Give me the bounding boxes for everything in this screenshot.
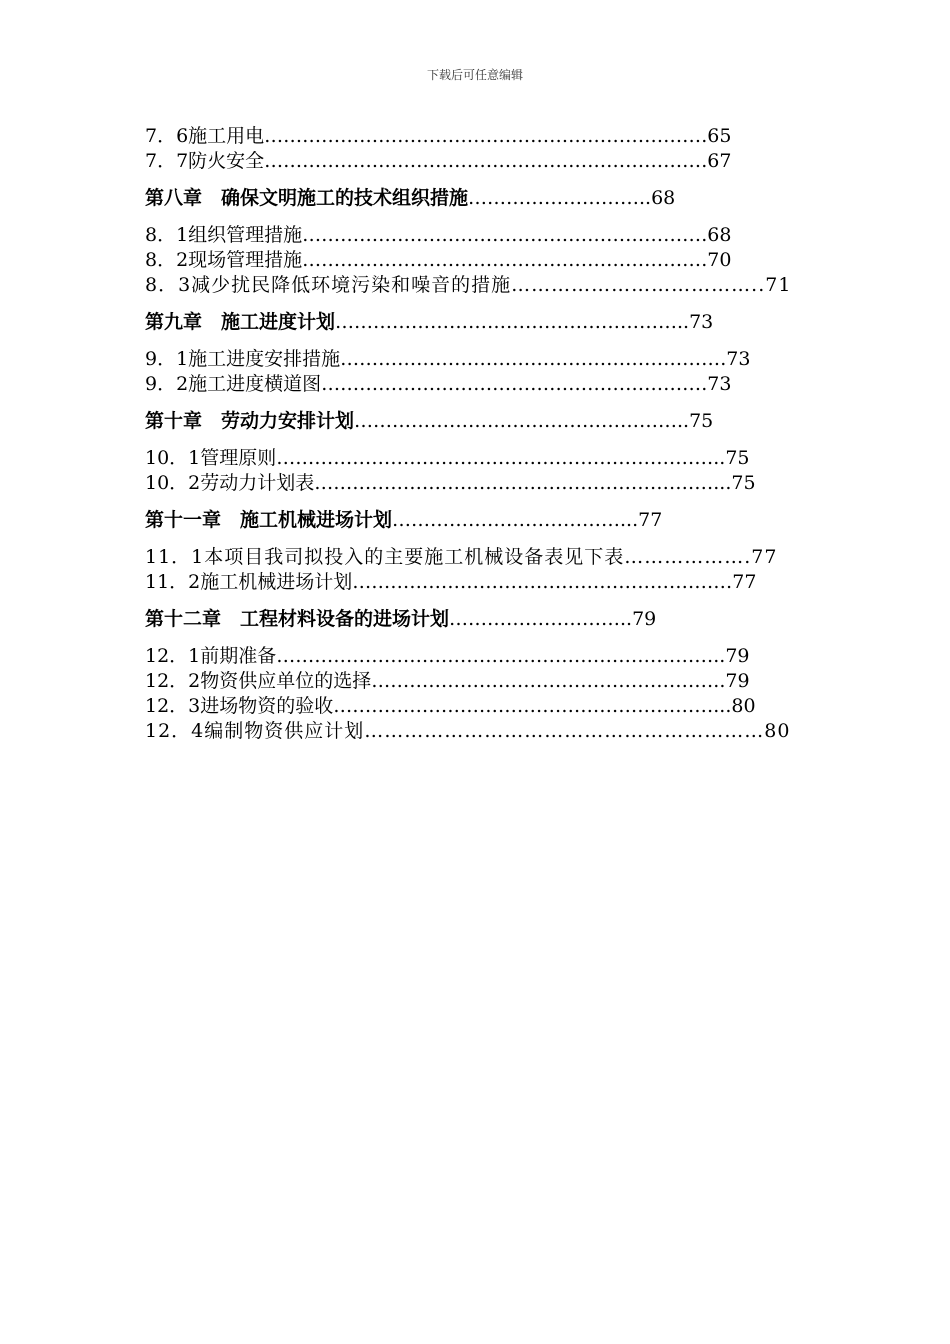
toc-page-number: ..75 [677,410,714,432]
toc-entry-title: 9．2施工进度横道图…………………………………………………… [145,373,702,395]
toc-page-number: ...80 [713,695,756,717]
toc-entry [145,248,805,273]
toc-entry [145,347,805,372]
toc-chapter-heading [145,409,805,434]
toc-page-number: .73 [701,373,732,395]
toc-entry-title: 12．3进场物资的验收…………………………………………………… [145,695,714,717]
toc-entry [145,124,805,149]
toc-entry-title: 10．2劳动力计划表……………………………………………………… [145,472,714,494]
toc-entry [145,446,805,471]
toc-leader-dots: ……………………………………………… [335,311,678,333]
toc-chapter-title: 第十一章 施工机械进场计划 [145,509,393,531]
toc-leader-dots: ……………………… [449,608,621,630]
toc-entry: 11．1本项目我司拟投入的主要施工机械设备表见下表……………….77 [145,546,778,568]
toc-entry-title: 7．7防火安全…………………………………………………………… [145,150,702,172]
toc-entry [145,644,805,669]
toc-page-number: ..79 [713,670,750,692]
toc-entry [145,570,805,595]
toc-leader-dots: ……………………… [468,187,640,209]
toc-entry-title: 9．1施工进度安排措施…………………………………………………… [145,348,721,370]
toc-page-number: ...75 [713,472,756,494]
toc-page-number: ..68 [639,187,676,209]
toc-page-number: .65 [701,125,732,147]
toc-chapter-title: 第九章 施工进度计划 [145,311,336,333]
toc-entry-title: 12．1前期准备…………………………………………………………… [145,645,714,667]
toc-entry [145,149,805,174]
toc-chapter-heading [145,310,805,335]
toc-entry-title: 11．2施工机械进场计划…………………………………………………… [145,571,733,593]
toc-entry-title: 7．6施工用电…………………………………………………………… [145,125,702,147]
toc-page-number: ..79 [713,645,750,667]
toc-page-number: .70 [701,249,732,271]
toc-entry-title: 10．1管理原则…………………………………………………………… [145,447,714,469]
toc-page-number: .73 [720,348,751,370]
toc-page-number: 77 [732,571,757,593]
toc-entry: 12．4编制物资供应计划……………………………………………………80 [145,720,791,742]
toc-page-number: .67 [701,150,732,172]
toc-entry-title: 12．2物资供应单位的选择……………………………………………… [145,670,714,692]
toc-page-number: .68 [701,224,732,246]
toc-chapter-heading [145,607,805,632]
toc-entry-title: 8．1组织管理措施……………………………………………………… [145,224,702,246]
toc-page-number: ..73 [677,311,714,333]
toc-entry [145,471,805,496]
toc-entry [145,372,805,397]
table-of-contents [145,124,805,744]
toc-page-number: ...77 [620,509,663,531]
toc-chapter-title: 第十章 劳动力安排计划 [145,410,355,432]
toc-entry-title: 8．2现场管理措施……………………………………………………… [145,249,702,271]
toc-entry: 8．3减少扰民降低环境污染和噪音的措施………………………………..71 [145,274,792,296]
toc-chapter-title: 第十二章 工程材料设备的进场计划 [145,608,450,630]
toc-entry [145,694,805,719]
toc-page-number: ..79 [620,608,657,630]
toc-entry [145,669,805,694]
toc-chapter-heading [145,186,805,211]
toc-page-number: ..75 [713,447,750,469]
toc-chapter-heading [145,508,805,533]
toc-entry [145,223,805,248]
toc-leader-dots: …………………………………………… [354,410,678,432]
page-header: 下载后可任意编辑 [426,68,523,82]
toc-chapter-title: 第八章 确保文明施工的技术组织措施 [145,187,469,209]
toc-leader-dots: ……………………………… [392,509,621,531]
